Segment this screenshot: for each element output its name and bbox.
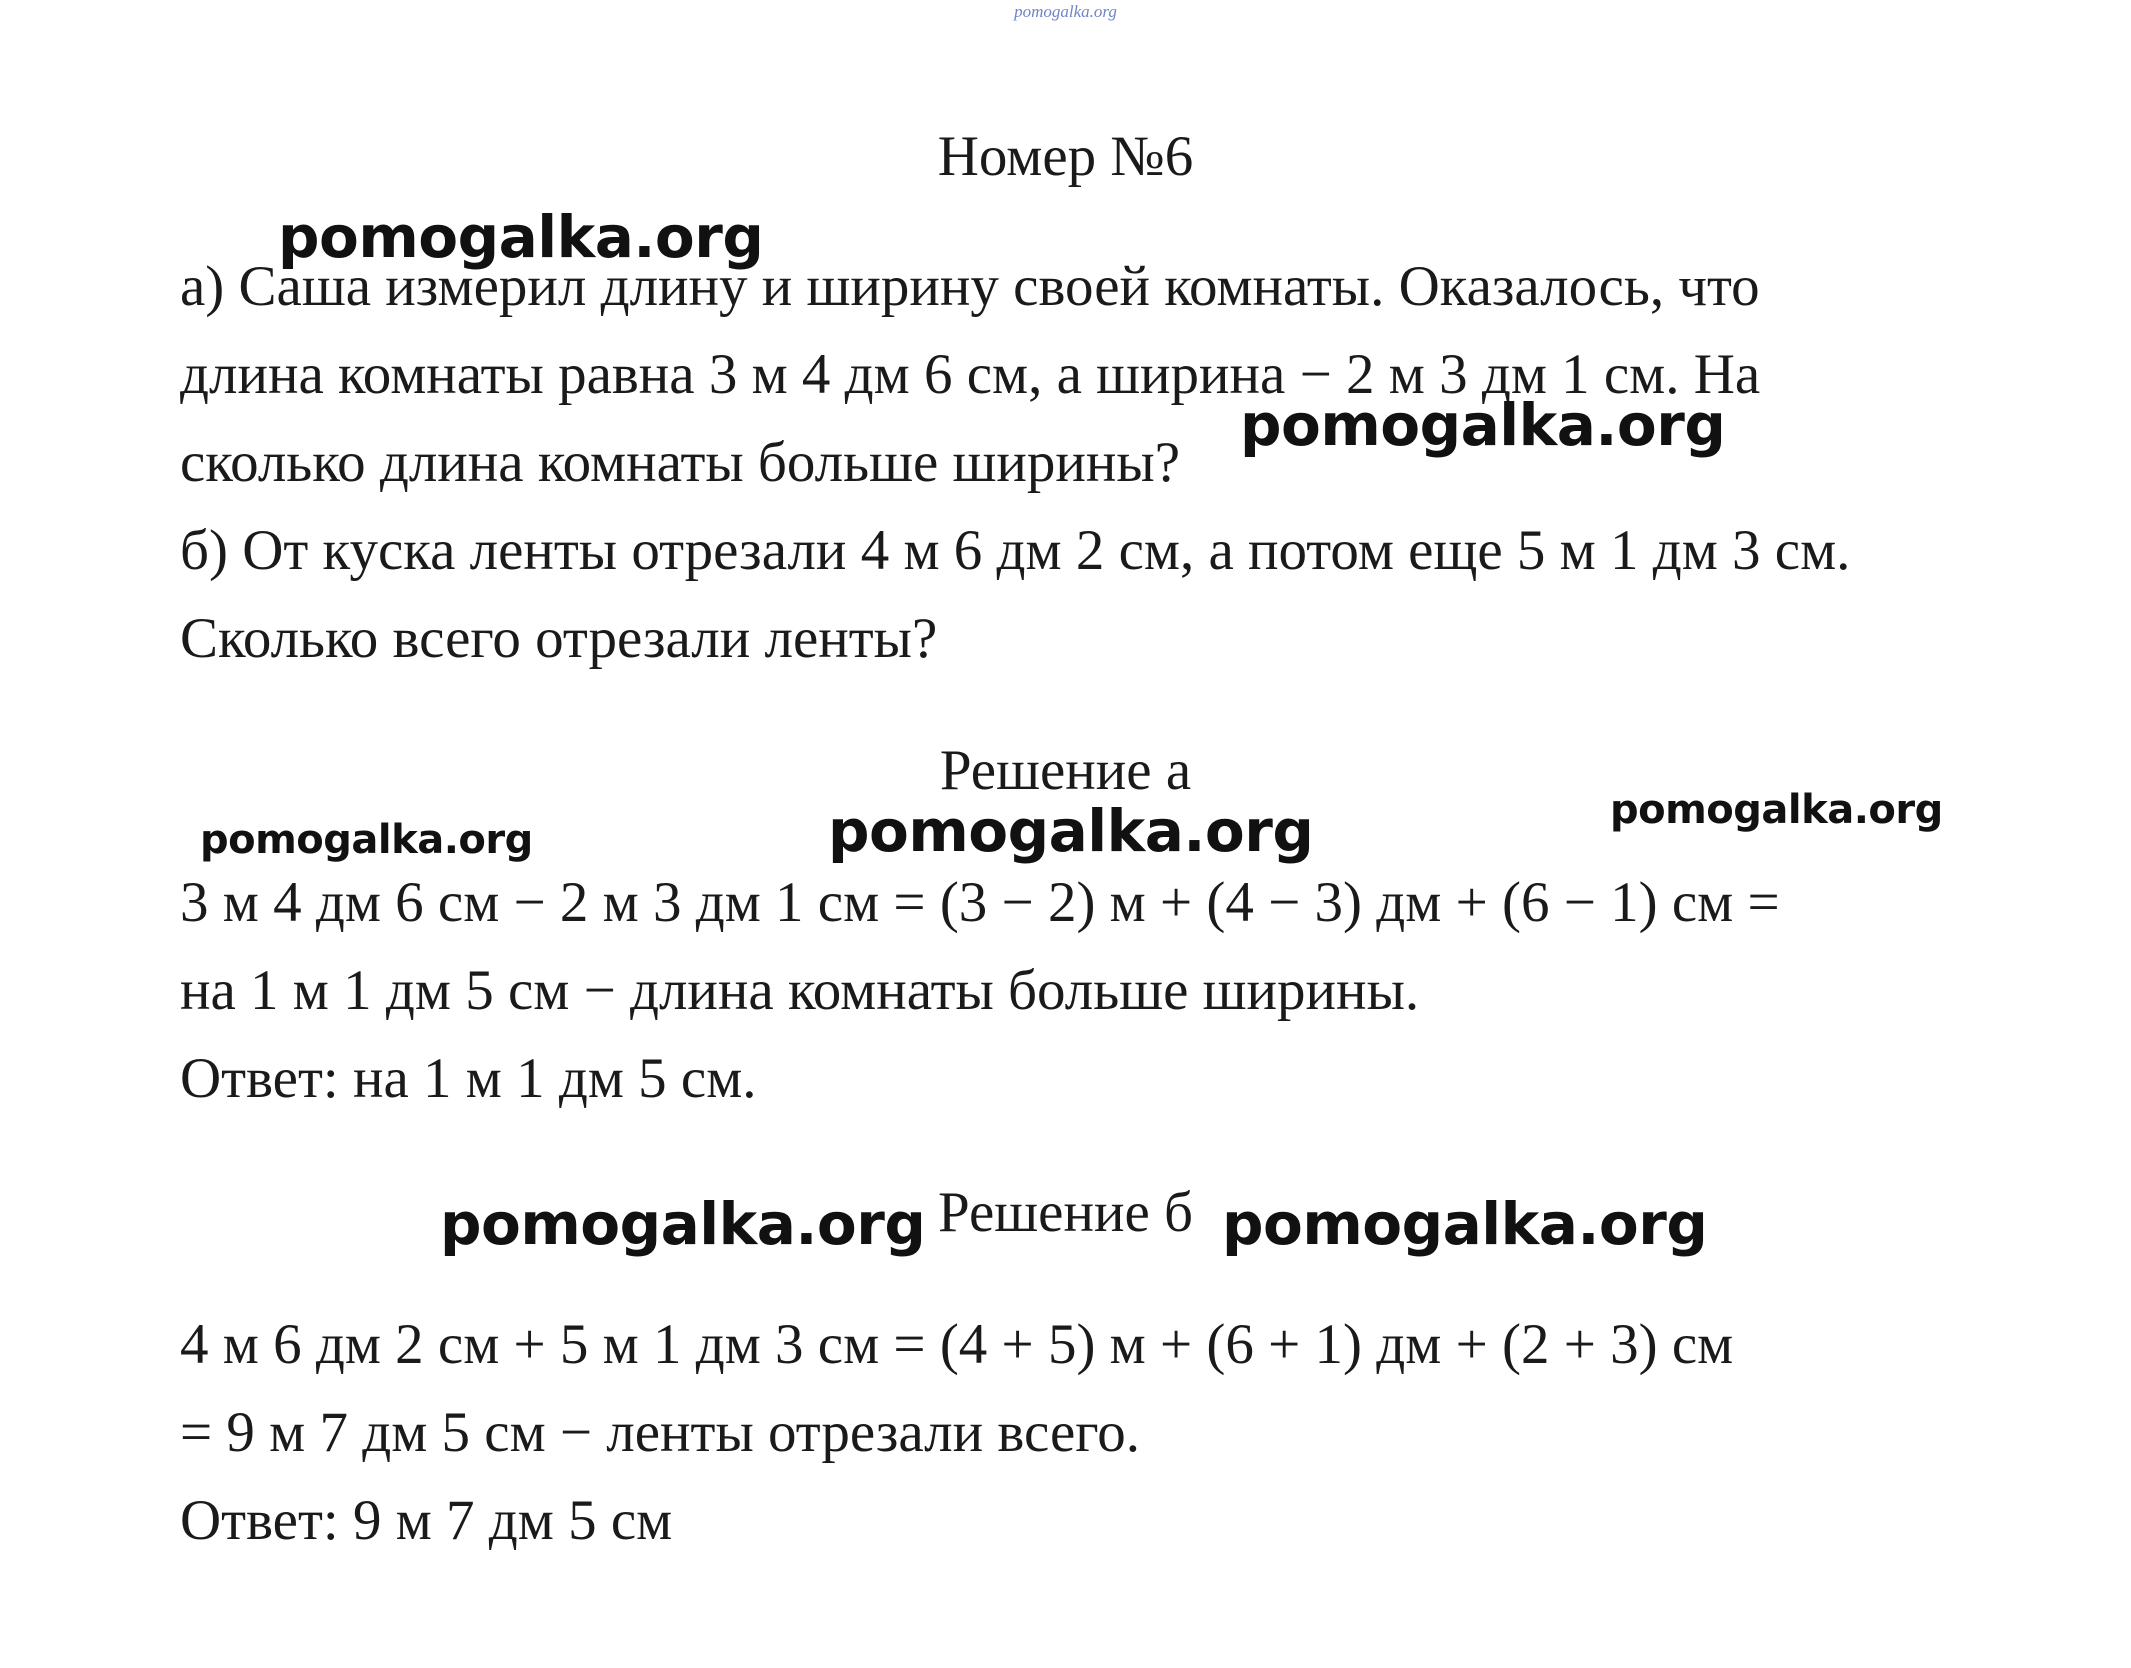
solution-b-line: 4 м 6 дм 2 см + 5 м 1 дм 3 см = (4 + 5) м + (6 + 1) дм + (2 + 3) см (180, 1313, 1734, 1376)
problem-line: а) Саша измерил длину и ширину своей комнаты. Оказалось, что (180, 255, 1760, 318)
watermark: pomogalka.org (440, 1190, 926, 1258)
top-site-url: pomogalka.org (1014, 2, 1117, 21)
solution-a-answer: Ответ: на 1 м 1 дм 5 см. (180, 1047, 757, 1110)
problem-line: б) От куска ленты отрезали 4 м 6 дм 2 см, а потом еще 5 м 1 дм 3 см. (180, 519, 1851, 582)
problem-line: длина комнаты равна 3 м 4 дм 6 см, а ширина − 2 м 3 дм 1 см. На (180, 343, 1761, 406)
watermark: pomogalka.org (828, 797, 1314, 865)
watermark: pomogalka.org (200, 817, 533, 863)
watermark: pomogalka.org (1222, 1190, 1708, 1258)
page-title: Номер №6 (937, 125, 1194, 188)
solution-a-heading: Решение а (939, 739, 1192, 802)
problem-line: Сколько всего отрезали ленты? (180, 607, 938, 670)
solution-a-line: на 1 м 1 дм 5 см − длина комнаты больше ширины. (180, 959, 1420, 1022)
watermark: pomogalka.org (1240, 391, 1726, 459)
solution-b-answer: Ответ: 9 м 7 дм 5 см (180, 1489, 673, 1552)
solution-b-line: = 9 м 7 дм 5 см − ленты отрезали всего. (180, 1401, 1140, 1464)
solution-a-line: 3 м 4 дм 6 см − 2 м 3 дм 1 см = (3 − 2) м + (4 − 3) дм + (6 − 1) см = (180, 871, 1780, 934)
watermark: pomogalka.org (278, 203, 764, 271)
problem-line: сколько длина комнаты больше ширины? (180, 431, 1181, 494)
solution-b-heading: Решение б (938, 1181, 1193, 1244)
watermark: pomogalka.org (1610, 787, 1943, 833)
